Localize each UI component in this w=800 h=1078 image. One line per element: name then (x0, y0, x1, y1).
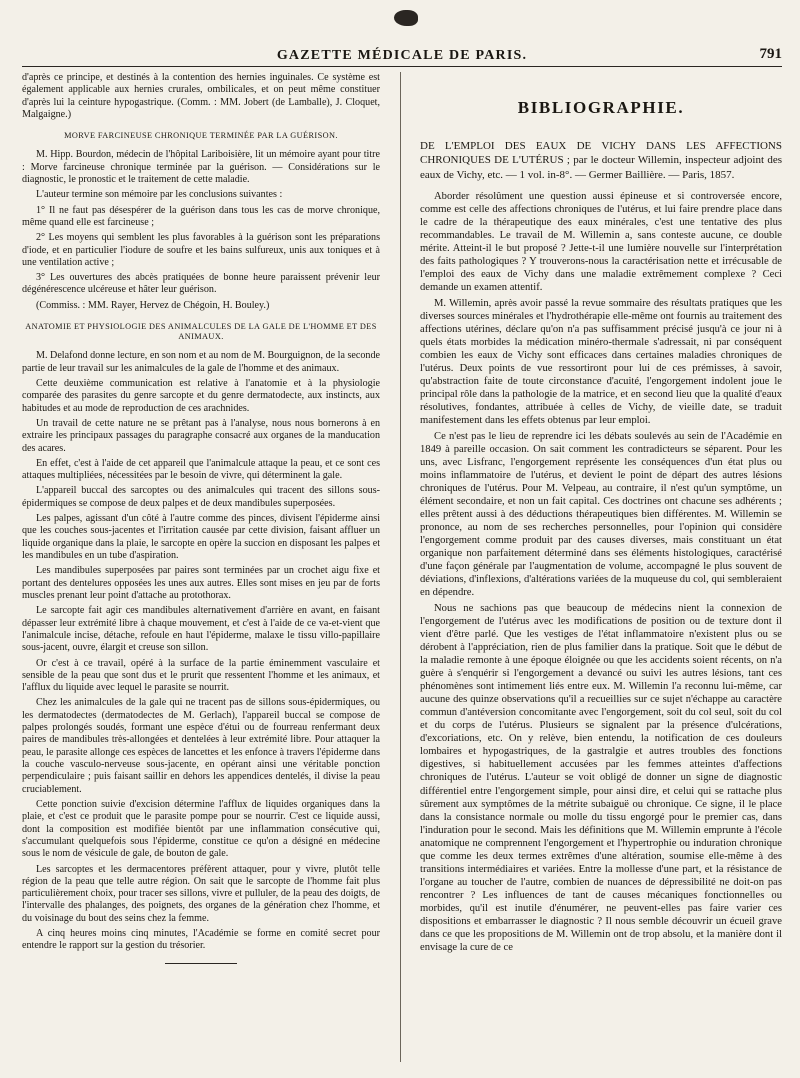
closing-rule (165, 963, 237, 964)
section-heading-morve: MORVE FARCINEUSE CHRONIQUE TERMINÉE PAR LA GUÉRISON. (64, 131, 338, 141)
column-divider (400, 72, 401, 1062)
page-header (22, 40, 782, 67)
page-number: 791 (759, 46, 782, 62)
paragraph: Or c'est à ce travail, opéré à la surface de la partie éminemment vasculaire et sensible de la peau que sont dus et le prurit que ressentent l'homme et les animaux, et l'afflux du liquide avec lequel le parasite se nourrit. (22, 657, 380, 694)
paragraph: M. Willemin, après avoir passé la revue sommaire des résultats pratiques que les diverses sources minérales et l'hydrothérapie elle-même ont fournis au traitement des affections utérines, déclare qu'on n'a pas suffisamment précisé jusqu'à ce jour ni à quels états morbides la médication minéro-thermale s'adressait, ni par conséquent combien les eaux de Vichy sont efficaces dans certaines maladies chroniques de l'utérus. Deux points de vue ressortiront pour lui de ces prémisses, à savoir, qu'abstraction faite de toute circonstance d'acuité, l'engorgement indolent joue le principal rôle dans la pathologie de la matrice, et en second lieu que la qualité d'eaux résolutives, fondantes, attribuée à celles de Vichy, de vieille date, se traduit manifestement dans les effets obtenus par leur emploi. (420, 297, 782, 427)
paragraph: 3° Les ouvertures des abcès pratiquées de bonne heure paraissent prévenir leur dégénérescence ulcéreuse et hâter leur guérison. (22, 272, 380, 296)
newspaper-page (22, 10, 782, 1070)
paragraph: En effet, c'est à l'aide de cet appareil que l'animalcule attaque la peau, et ce sont ces attaques multipliées, nécessitées par le besoin de vivre, qui déterminent la gale. (22, 457, 380, 482)
paragraph: Aborder résolûment une question aussi épineuse et si controversée encore, comme est celle des affections chroniques de l'utérus, et lui faire prendre place dans le cadre de la thérapeutique des eaux minérales, c'est une tentative des plus recommandables. Le travail de M. Willemin a, sans conteste aucune, ce double mérite. Atteint-il le but proposé ? Jette-t-il une lumière nouvelle sur l'interprétation des faits pathologiques ? Y trouverons-nous la caractérisation nette et irrécusable de l'emploi des eaux de Vichy dans une maladie extrêmement complexe ? Ceci demande un examen attentif. (420, 190, 782, 293)
paragraph: Les mandibules superposées par paires sont terminées par un crochet aigu fixe et portant des dentelures opposées les unes aux autres. Elles sont mises en jeu par de forts muscles prenant leur point d'attache au protothorax. (22, 565, 380, 601)
paragraph: (Commiss. : MM. Rayer, Hervez de Chégoin, H. Bouley.) (36, 299, 270, 311)
section-heading-gale: ANATOMIE ET PHYSIOLOGIE DES ANIMALCULES DE LA GALE DE L'HOMME ET DES ANIMAUX. (25, 322, 377, 342)
paragraph: L'auteur termine son mémoire par les conclusions suivantes : (36, 189, 283, 201)
paragraph: Le sarcopte fait agir ces mandibules alternativement d'arrière en avant, en faisant dépasser leur extrémité libre à chaque mouvement, et c'est à l'aide de ce va-et-vient que l'animalcule incise, détache, refoule en haut l'épiderme, malaxe le tissu villo-papillaire sous-jacent, ouvre, élargit et creuse son sillon. (22, 605, 380, 654)
paragraph: L'appareil buccal des sarcoptes ou des animalcules qui tracent des sillons sous-épidermiques se compose de deux palpes et de deux mandibules superposées. (22, 485, 380, 509)
paragraph: Un travail de cette nature ne se prêtant pas à l'analyse, nous nous bornerons à en extraire les principaux passages du paragraphe consacré aux organes de la manducation des acares. (22, 417, 380, 454)
ink-blot (394, 10, 418, 26)
paragraph: 2° Les moyens qui semblent les plus favorables à la guérison sont les préparations d'iode, et en particulier l'iodure de soufre et les bains sulfureux, unis aux toniques et à une ventilation active ; (22, 232, 380, 268)
paragraph: Nous ne sachions pas que beaucoup de médecins nient la connexion de l'engorgement de l'utérus avec les modifications de position ou de texture dont il vient d'être parlé. Que les vestiges de l'état inflammatoire n'existent plus ou se dérobent à l'appréciation, rien de plus familier dans la pratique. Soit que le début de la maladie remonte à une époque éloignée ou que les accidents soient récents, on n'a guère à s'enquérir si l'engorgement a devancé ou suivi les autres lésions, tant ces phénomènes sont intimement liés entre eux. M. Willemin l'a reconnu lui-même, car aucune des quinze observations qu'il a recueillies sur ce sujet n'échappe au caractère commun d'antéversion concomitante avec l'engorgement, soit du col seul, soit du col et du corps de l'utérus. Plusieurs se signalent par la présence d'ulcérations, d'excoriations, etc. On y relève, bien entendu, la notification de ces douleurs lombaires et hypogastriques, de la gastralgie et autres troubles des fonctions digestives, si habituellement accusées par les femmes atteintes d'affections chroniques de l'utérus. L'auteur se voit obligé de donner un signe de diagnostic différentiel entre l'engorgement simple, pour ainsi dire, et celui qui se rattache plus sûrement aux symptômes de la métrite subaiguë ou chronique. Ce signe, il le place dans la consistance normale ou molle du tissu engorgé pour le premier cas, dans l'induration pour le second. Mais les définitions que M. Willemin emprunte à l'école anatomique ne comprennent l'engorgement et l'hypertrophie ou induration chronique que comme les deux termes extrêmes d'une altération, soumise elle-même à des transitions intermédiaires et variées. Entre la mollesse d'une part, et la résistance de l'organe au toucher de l'autre, combien de nuances de dépressibilité ne doit-on pas rencontrer ? Les influences de tant de causes mécaniques fonctionnelles ou morbides, qu'il est inutile d'énumérer, ne peuvent-elles pas faire varier ces dispositions et embarrasser le diagnostic ? Il nous semble découvrir un écueil grave dans ce que les propositions de M. Willemin ont de trop absolu, et la manière dont il envisage la cure de ce (420, 603, 782, 953)
running-title: GAZETTE MÉDICALE DE PARIS. (276, 48, 528, 63)
paragraph: M. Delafond donne lecture, en son nom et au nom de M. Bourguignon, de la seconde partie de leur travail sur les animalcules de la gale de l'homme et des animaux. (22, 350, 380, 374)
section-heading-bibliographie: BIBLIOGRAPHIE. (517, 98, 685, 117)
paragraph: Les sarcoptes et les dermacentores préfèrent attaquer, pour y vivre, plutôt telle région de la peau que telle autre région. On sait que le sarcopte de l'homme fait plus particulièrement choix, pour tracer ses sillons, vivre et pulluler, de la peau des doigts, de l'intervalle des phalanges, des poignets, des organes de la génération chez l'homme, et du voisinage du bout des seins chez la femme. (22, 863, 380, 924)
paragraph: Cette deuxième communication est relative à l'anatomie et à la physiologie comparée des parasites du genre sarcopte et du genre dermatodecte, aux instincts, aux habitudes et au mode de reproduction de ces arachnides. (22, 377, 380, 414)
paragraph: Chez les animalcules de la gale qui ne tracent pas de sillons sous-épidermiques, ou les dermatodectes (dermatodectes de M. Gerlach), l'appareil buccal se compose de palpes prolongés soudés, formant une espèce d'étui ou de fourreau renfermant deux paires de mandibules très-allongées et dentelées à leur extrémité libre. Pour attaquer la peau, le parasite allonge ces espèces de lancettes et les enfonce à travers l'épiderme dans la couche vasculo-nerveuse sous-jacente, en opérant ainsi une véritable ponction perpendiculaire ; puis faisant saillir en dehors les appendices dentelés, il divise la peau cruciablement. (22, 697, 380, 795)
left-column (22, 72, 380, 964)
paragraph: A cinq heures moins cinq minutes, l'Académie se forme en comité secret pour entendre le rapport sur la gestion du trésorier. (22, 928, 380, 952)
intro-paragraph: d'après ce principe, et destinés à la contention des hernies inguinales. Ce système est également applicable aux hernies crurales, ombilicales, et on peut même constituer d'après lui la ceinture hypogastrique. (Comm. : MM. Jobert (de Lamballe), J. Cloquet, Malgaigne.) (22, 72, 380, 120)
paragraph: Ce n'est pas le lieu de reprendre ici les débats soulevés au sein de l'Académie en 1849 à pareille occasion. On sait comment les contradicteurs se séparent. Pour les uns, avec Lisfranc, l'engorgement représente les conséquences d'un état plus ou moins inflammatoire de l'utérus, et devient le point de départ des autres lésions chroniques de l'utérus. Pour M. Velpeau, au contraire, il n'est qu'un symptôme, un élément secondaire, et non un fait capital. Ces doctrines ont chacune ses adhérents ; elles prêtent aussi à des déductions thérapeutiques bien différentes. M. Willemin se prononce, au nom de ses recherches personnelles, pour l'opinion qui considère l'engorgement comme produit par des causes diverses, mais constituant un état organique non parfaitement déterminé dans ses éléments histologiques, caractérisé d'une façon générale par l'augmentation de volume, accompagné le plus souvent de déviations, d'inflexions, d'altérations variées de la muqueuse du col, qui sembleraient en dépendre. (420, 431, 782, 599)
right-column (420, 72, 782, 957)
paragraph: 1° Il ne faut pas désespérer de la guérison dans tous les cas de morve chronique, même quand elle est farcineuse ; (22, 204, 380, 228)
paragraph: Les palpes, agissant d'un côté à l'autre comme des pinces, divisent l'épiderme ainsi que les couches sous-jacentes et l'irritation causée par cette division, faisant affluer un liquide organique dans la plaie, le sarcopte en opère la succion en disposant les palpes et les mandibules en un tube d'aspiration. (22, 513, 380, 562)
book-reference: DE L'EMPLOI DES EAUX DE VICHY DANS LES AFFECTIONS CHRONIQUES DE L'UTÉRUS ; par le docteur Willemin, inspecteur adjoint des eaux de Vichy, etc. — 1 vol. in-8°. — Germer Baillière. — Paris, 1857. (420, 139, 782, 181)
paragraph: Cette ponction suivie d'excision détermine l'afflux de liquides organiques dans la plaie, et c'est ce produit que le parasite pompe pour se nourrir. C'est ce liquide aussi, dont la composition est modifiée bientôt par une inflammation consécutive qui, s'accumulant quelquefois sous l'épiderme, constitue ce qu'on a désigné en médecine sous le nom de vésicule de gale, de bouton de gale. (22, 798, 380, 860)
paragraph: M. Hipp. Bourdon, médecin de l'hôpital Lariboisière, lit un mémoire ayant pour titre : Morve farcineuse chronique terminée par la guérison. — Considérations sur le diagnostic, le pronostic et le traitement de cette maladie. (22, 149, 380, 185)
